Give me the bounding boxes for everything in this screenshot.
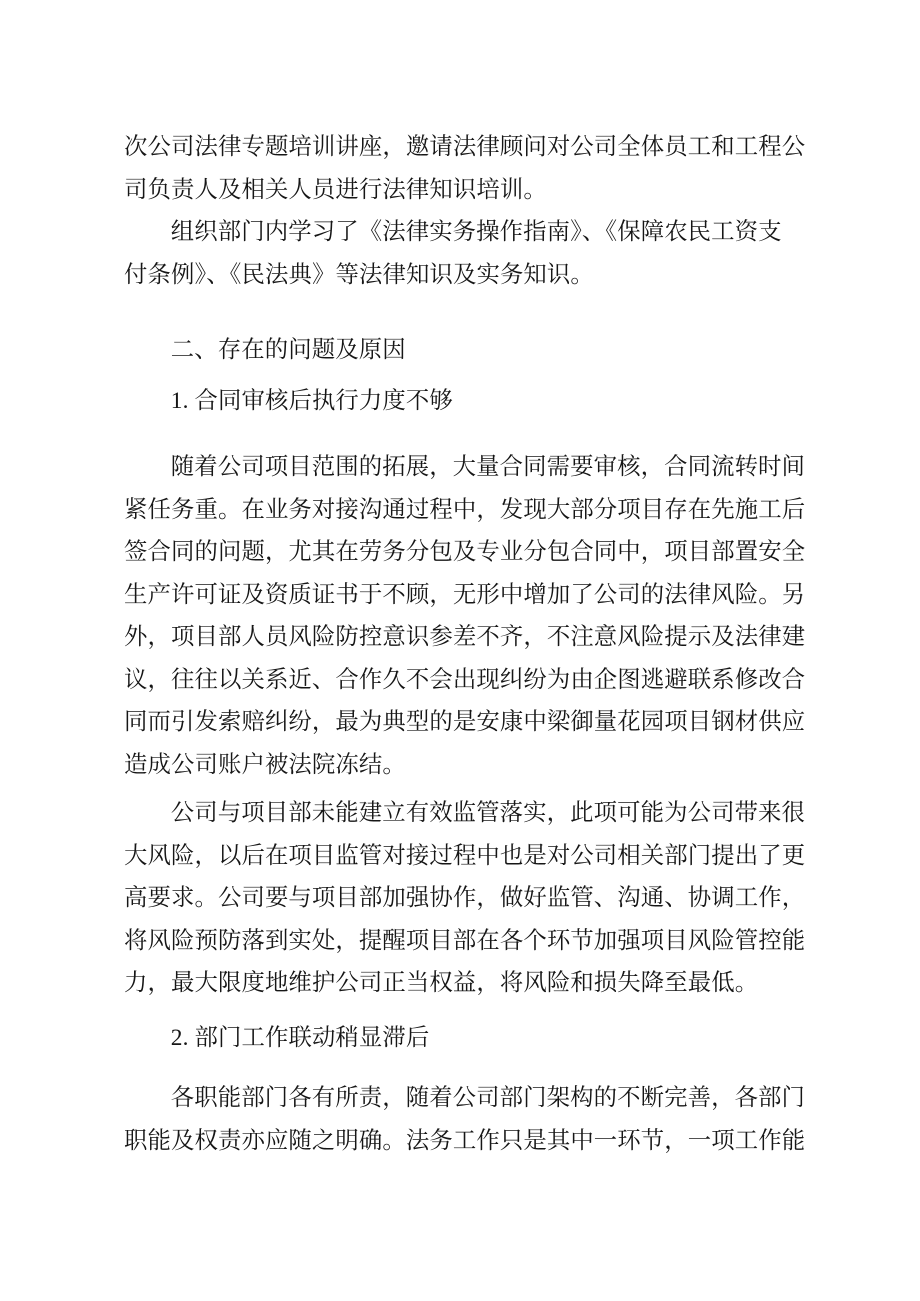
section-heading-problems-and-causes	[124, 329, 810, 372]
paragraph-training-continuation	[124, 126, 810, 211]
text-line: 各职能部门各有所责，随着公司部门架构的不断完善，各部门	[170, 1085, 806, 1111]
text-line: 紧任务重。在业务对接沟通过程中，发现大部分项目存在先施工后	[124, 496, 806, 523]
text-line: 生产许可证及资质证书于不顾，无形中增加了公司的法律风险。另	[124, 581, 806, 608]
sub-heading-contract-review	[124, 380, 810, 423]
text-line: 次公司法律专题培训讲座，邀请法律顾问对公司全体员工和工程公	[124, 134, 806, 160]
text-line: 司负责人及相关人员进行法律知识培训。	[124, 176, 547, 203]
paragraph-contract-risk	[124, 446, 810, 786]
text-line: 将风险预防落到实处，提醒项目部在各个环节加强项目风险管控能	[124, 927, 806, 954]
text-line: 组织部门内学习了《法律实务操作指南》、《保障农民工资支	[170, 219, 782, 245]
subheading-text: 2. 部门工作联动稍显滞后	[170, 1024, 430, 1051]
text-line: 高要求。公司要与项目部加强协作，做好监管、沟通、协调工作，	[124, 885, 806, 911]
text-line: 随着公司项目范围的拓展，大量合同需要审核，合同流转时间	[170, 454, 806, 480]
text-line: 力，最大限度地维护公司正当权益，将风险和损失降至最低。	[124, 970, 759, 996]
text-line: 大风险，以后在项目监管对接过程中也是对公司相关部门提出了更	[124, 842, 806, 869]
text-line: 付条例》、《民法典》等法律知识及实务知识。	[124, 261, 594, 288]
text-line: 签合同的问题，尤其在劳务分包及专业分包合同中，项目部置安全	[124, 539, 806, 565]
text-line: 同而引发索赔纠纷，最为典型的是安康中梁御量花园项目钢材供应	[124, 709, 806, 735]
text-line: 议，往往以关系近、合作久不会出现纠纷为由企图逃避联系修改合	[124, 666, 806, 693]
paragraph-supervision	[124, 792, 810, 1005]
sub-heading-department-coordination	[124, 1017, 810, 1060]
subheading-text: 1. 合同审核后执行力度不够	[170, 387, 453, 414]
text-line: 造成公司账户被法院冻结。	[124, 751, 406, 778]
text-line: 职能及权责亦应随之明确。法务工作只是其中一环节，一项工作能	[124, 1127, 806, 1154]
heading-text: 二、存在的问题及原因	[170, 337, 406, 363]
text-line: 外，项目部人员风险防控意识参差不齐，不注意风险提示及法律建	[124, 624, 806, 650]
paragraph-department-study	[124, 211, 810, 296]
paragraph-department-duties	[124, 1077, 810, 1162]
text-line: 公司与项目部未能建立有效监管落实，此项可能为公司带来很	[170, 800, 806, 826]
